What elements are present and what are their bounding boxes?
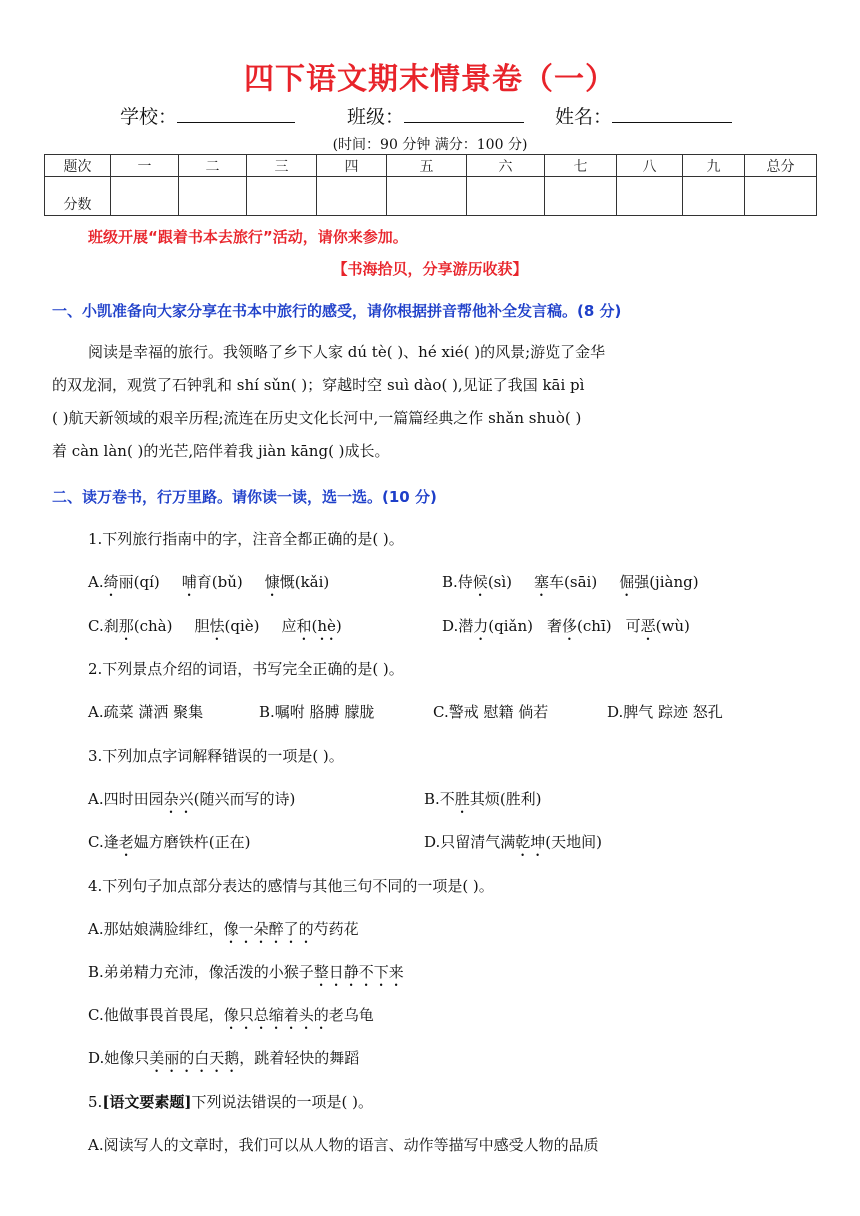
section1-line3: ( )航天新领域的艰辛历程;流连在历史文化长河中,一篇篇经典之作 shǎn shuò( ) — [52, 409, 582, 427]
school-field[interactable] — [120, 102, 295, 129]
q4-option-c[interactable]: C.他做事畏首畏尾，像只总缩着头的老乌龟 — [88, 1006, 374, 1024]
q1-option-b[interactable]: B.侍候(sì) 塞车(sāi) 倔强(jiàng) — [442, 573, 699, 591]
q3-stem: 3.下列加点字词解释错误的一项是( )。 — [88, 747, 344, 765]
q3-option-d[interactable]: D.只留清气满乾坤(天地间) — [424, 833, 602, 851]
score-cell[interactable] — [247, 177, 317, 216]
emphasized-text: 乾坤 — [515, 833, 546, 851]
emphasized-text: 像只总缩着头的 — [223, 1006, 329, 1024]
emphasized-char: 力 — [473, 617, 489, 635]
score-cell[interactable] — [617, 177, 683, 216]
table-cell: 四 — [317, 155, 387, 177]
q3-option-a[interactable]: A.四时田园杂兴(随兴而写的诗) — [88, 790, 296, 808]
emphasized-text: 老 — [118, 833, 134, 851]
score-cell[interactable] — [111, 177, 179, 216]
q2-option-b[interactable]: B.嘱咐 胳膊 朦胧 — [259, 703, 375, 721]
q2-option-d[interactable]: D.脾气 踪迹 怒孔 — [607, 703, 723, 721]
emphasized-text: 胜 — [454, 790, 470, 808]
emphasized-char: 绮 — [103, 573, 119, 591]
table-cell: 分数 — [45, 177, 111, 216]
emphasized-char: 恶 — [640, 617, 656, 635]
question-tag: [语文要素题] — [102, 1093, 192, 1111]
table-cell: 题次 — [45, 155, 111, 177]
emphasized-char: 慷 — [264, 573, 280, 591]
class-field[interactable] — [347, 102, 524, 129]
score-cell[interactable] — [317, 177, 387, 216]
q1-option-a[interactable]: A.绮丽(qí) 哺育(bǔ) 慷慨(kǎi) — [88, 573, 330, 591]
emphasized-text: 美丽的白天鹅 — [149, 1049, 240, 1067]
activity-intro: 班级开展“跟着书本去旅行”活动，请你来参加。 — [88, 228, 408, 246]
score-cell[interactable] — [683, 177, 745, 216]
emphasized-char: 侈 — [562, 617, 578, 635]
section-banner: 【书海拾贝，分享游历收获】 — [332, 260, 528, 278]
emphasized-text: 整日静不下来 — [313, 963, 404, 981]
q1-option-c[interactable]: C.刹那(chà) 胆怯(qiè) 应和(hè) — [88, 617, 342, 635]
class-blank[interactable] — [404, 104, 524, 123]
time-info: (时间：90 分钟 满分：100 分) — [332, 137, 528, 153]
emphasized-text: 像一朵醉了的 — [223, 920, 314, 938]
emphasized-char: 塞 — [534, 573, 550, 591]
name-blank[interactable] — [612, 104, 732, 123]
q1-option-d[interactable]: D.潜力(qiǎn) 奢侈(chī) 可恶(wù) — [442, 617, 690, 635]
score-table-header-row — [45, 155, 817, 177]
emphasized-char: 哺 — [181, 573, 197, 591]
emphasized-char: 那 — [118, 617, 134, 635]
score-cell[interactable] — [387, 177, 467, 216]
section1-heading: 一、小凯准备向大家分享在书本中旅行的感受，请你根据拼音帮他补全发言稿。(8 分) — [52, 302, 622, 320]
emphasized-text: 杂兴 — [163, 790, 194, 808]
section1-line2: 的双龙洞，观赏了石钟乳和 shí sǔn( )；穿越时空 suì dào( ),见证了我国 kāi pì — [52, 376, 585, 394]
emphasized-char: 候 — [472, 573, 488, 591]
q2-option-c[interactable]: C.警戒 慰籍 倘若 — [433, 703, 549, 721]
school-blank[interactable] — [177, 104, 295, 123]
q5-option-a[interactable]: A.阅读写人的文章时，我们可以从人物的语言、动作等描写中感受人物的品质 — [88, 1136, 599, 1154]
q4-option-a[interactable]: A.那姑娘满脸绯红，像一朵醉了的芍药花 — [88, 920, 359, 938]
q4-option-d[interactable]: D.她像只美丽的白天鹅，跳着轻快的舞蹈 — [88, 1049, 360, 1067]
score-table-score-row — [45, 177, 817, 216]
table-cell: 九 — [683, 155, 745, 177]
table-cell: 一 — [111, 155, 179, 177]
table-cell: 三 — [247, 155, 317, 177]
table-cell: 总分 — [745, 155, 817, 177]
q3-option-b[interactable]: B.不胜其烦(胜利) — [424, 790, 542, 808]
section1-line4: 着 càn làn( )的光芒,陪伴着我 jiàn kāng( )成长。 — [52, 442, 390, 460]
section2-heading: 二、读万卷书，行万里路。请你读一读，选一选。(10 分) — [52, 488, 437, 506]
q1-stem: 1.下列旅行指南中的字，注音全都正确的是( )。 — [88, 530, 404, 548]
table-cell: 五 — [387, 155, 467, 177]
school-label: 学校： — [120, 106, 178, 128]
q5-stem: 5.[语文要素题]下列说法错误的一项是( )。 — [88, 1093, 373, 1111]
q2-option-a[interactable]: A.疏菜 潇洒 聚集 — [88, 703, 204, 721]
table-cell: 七 — [545, 155, 617, 177]
score-cell[interactable] — [467, 177, 545, 216]
name-field[interactable] — [555, 102, 732, 129]
table-cell: 二 — [179, 155, 247, 177]
score-cell[interactable] — [745, 177, 817, 216]
q2-stem: 2.下列景点介绍的词语，书写完全正确的是( )。 — [88, 660, 404, 678]
emphasized-char: 倔 — [619, 573, 635, 591]
emphasized-char: 怯 — [209, 617, 225, 635]
class-label: 班级： — [347, 106, 405, 128]
table-cell: 六 — [467, 155, 545, 177]
page-title: 四下语文期末情景卷（一） — [244, 62, 616, 97]
score-cell[interactable] — [545, 177, 617, 216]
name-label: 姓名： — [555, 106, 613, 128]
table-cell: 八 — [617, 155, 683, 177]
q3-option-c[interactable]: C.逢老媪方磨铁杵(正在) — [88, 833, 251, 851]
student-info-row — [0, 102, 860, 130]
q4-stem: 4.下列句子加点部分表达的感情与其他三句不同的一项是( )。 — [88, 877, 494, 895]
q4-option-b[interactable]: B.弟弟精力充沛，像活泼的小猴子整日静不下来 — [88, 963, 404, 981]
section1-line1: 阅读是幸福的旅行。我领略了乡下人家 dú tè( )、hé xié( )的风景;游览了金华 — [88, 343, 606, 361]
score-table — [44, 154, 817, 216]
score-cell[interactable] — [179, 177, 247, 216]
emphasized-char: 和(hè) — [296, 617, 342, 635]
